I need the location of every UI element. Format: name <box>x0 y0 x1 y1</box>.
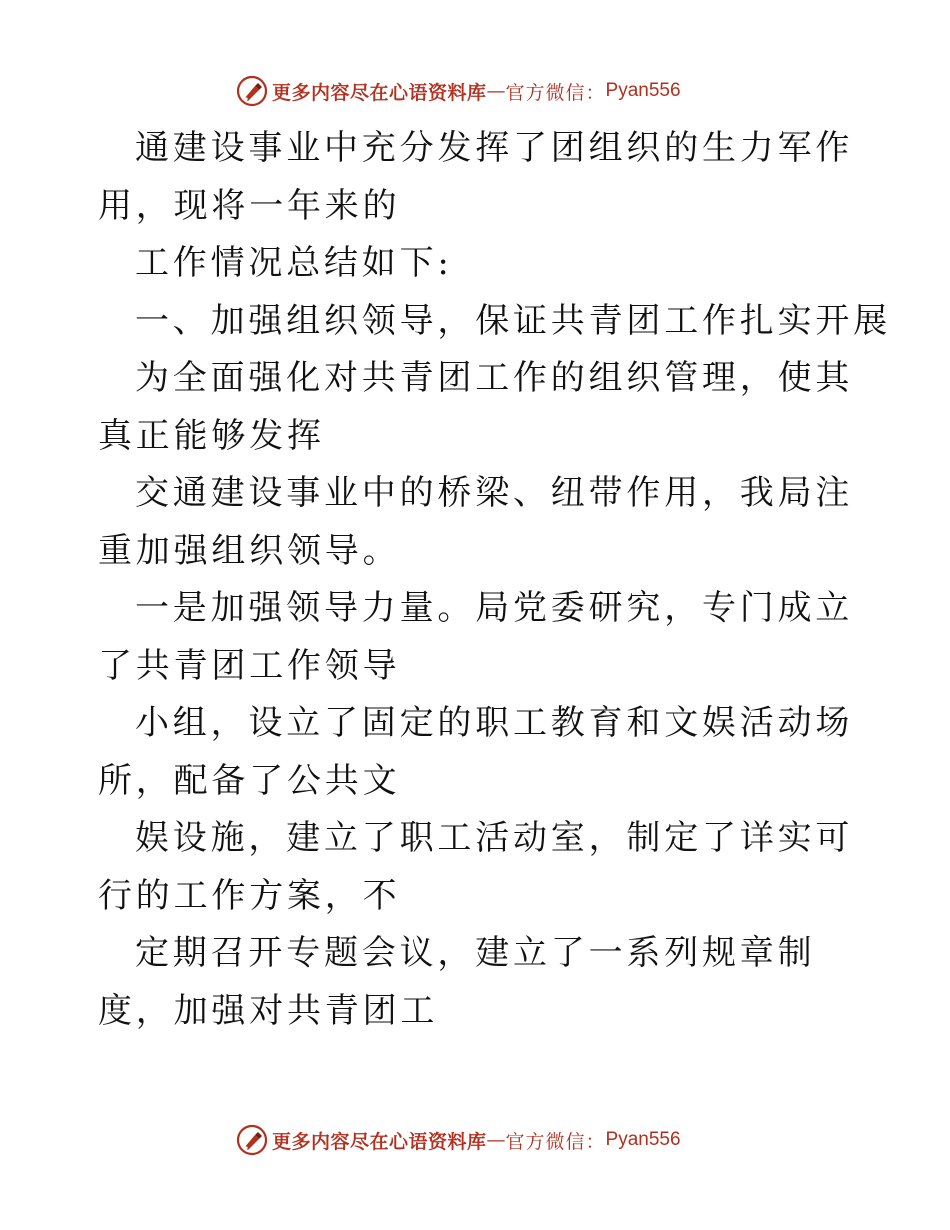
paragraph-8: 定期召开专题会议，建立了一系列规章制度，加强对共青团工 <box>98 933 816 1031</box>
banner-dash: — <box>486 1129 506 1151</box>
banner-site-name: 更多内容尽在心语资料库 <box>272 1130 487 1153</box>
paragraph-7: 娱设施，建立了职工活动室，制定了详实可行的工作方案，不 <box>98 818 854 916</box>
banner-wechat-id: Pyan556 <box>605 80 681 101</box>
paragraph-5: 一是加强领导力量。局党委研究，专门成立了共青团工作领导 <box>98 588 854 686</box>
banner-wechat-id: Pyan556 <box>605 1129 681 1150</box>
pen-logo-icon <box>236 1124 268 1156</box>
pen-logo-icon <box>236 75 268 107</box>
footer-banner <box>236 1123 681 1157</box>
paragraph-2: 工作情况总结如下: <box>135 243 453 283</box>
paragraph-6: 小组，设立了固定的职工教育和文娱活动场所，配备了公共文 <box>98 703 854 801</box>
header-banner <box>236 74 681 108</box>
banner-dash: — <box>486 80 506 102</box>
banner-wechat-label: 官方微信： <box>505 81 606 104</box>
paragraph-4: 交通建设事业中的桥梁、纽带作用，我局注重加强组织领导。 <box>98 473 854 571</box>
document-body <box>98 120 891 1040</box>
banner-wechat-label: 官方微信： <box>505 1130 606 1153</box>
paragraph-1: 通建设事业中充分发挥了团组织的生力军作用，现将一年来的 <box>98 128 854 226</box>
section-heading-1: 一、加强组织领导，保证共青团工作扎实开展 <box>135 300 891 341</box>
banner-site-name: 更多内容尽在心语资料库 <box>272 81 487 104</box>
paragraph-3: 为全面强化对共青团工作的组织管理，使其真正能够发挥 <box>98 358 854 456</box>
